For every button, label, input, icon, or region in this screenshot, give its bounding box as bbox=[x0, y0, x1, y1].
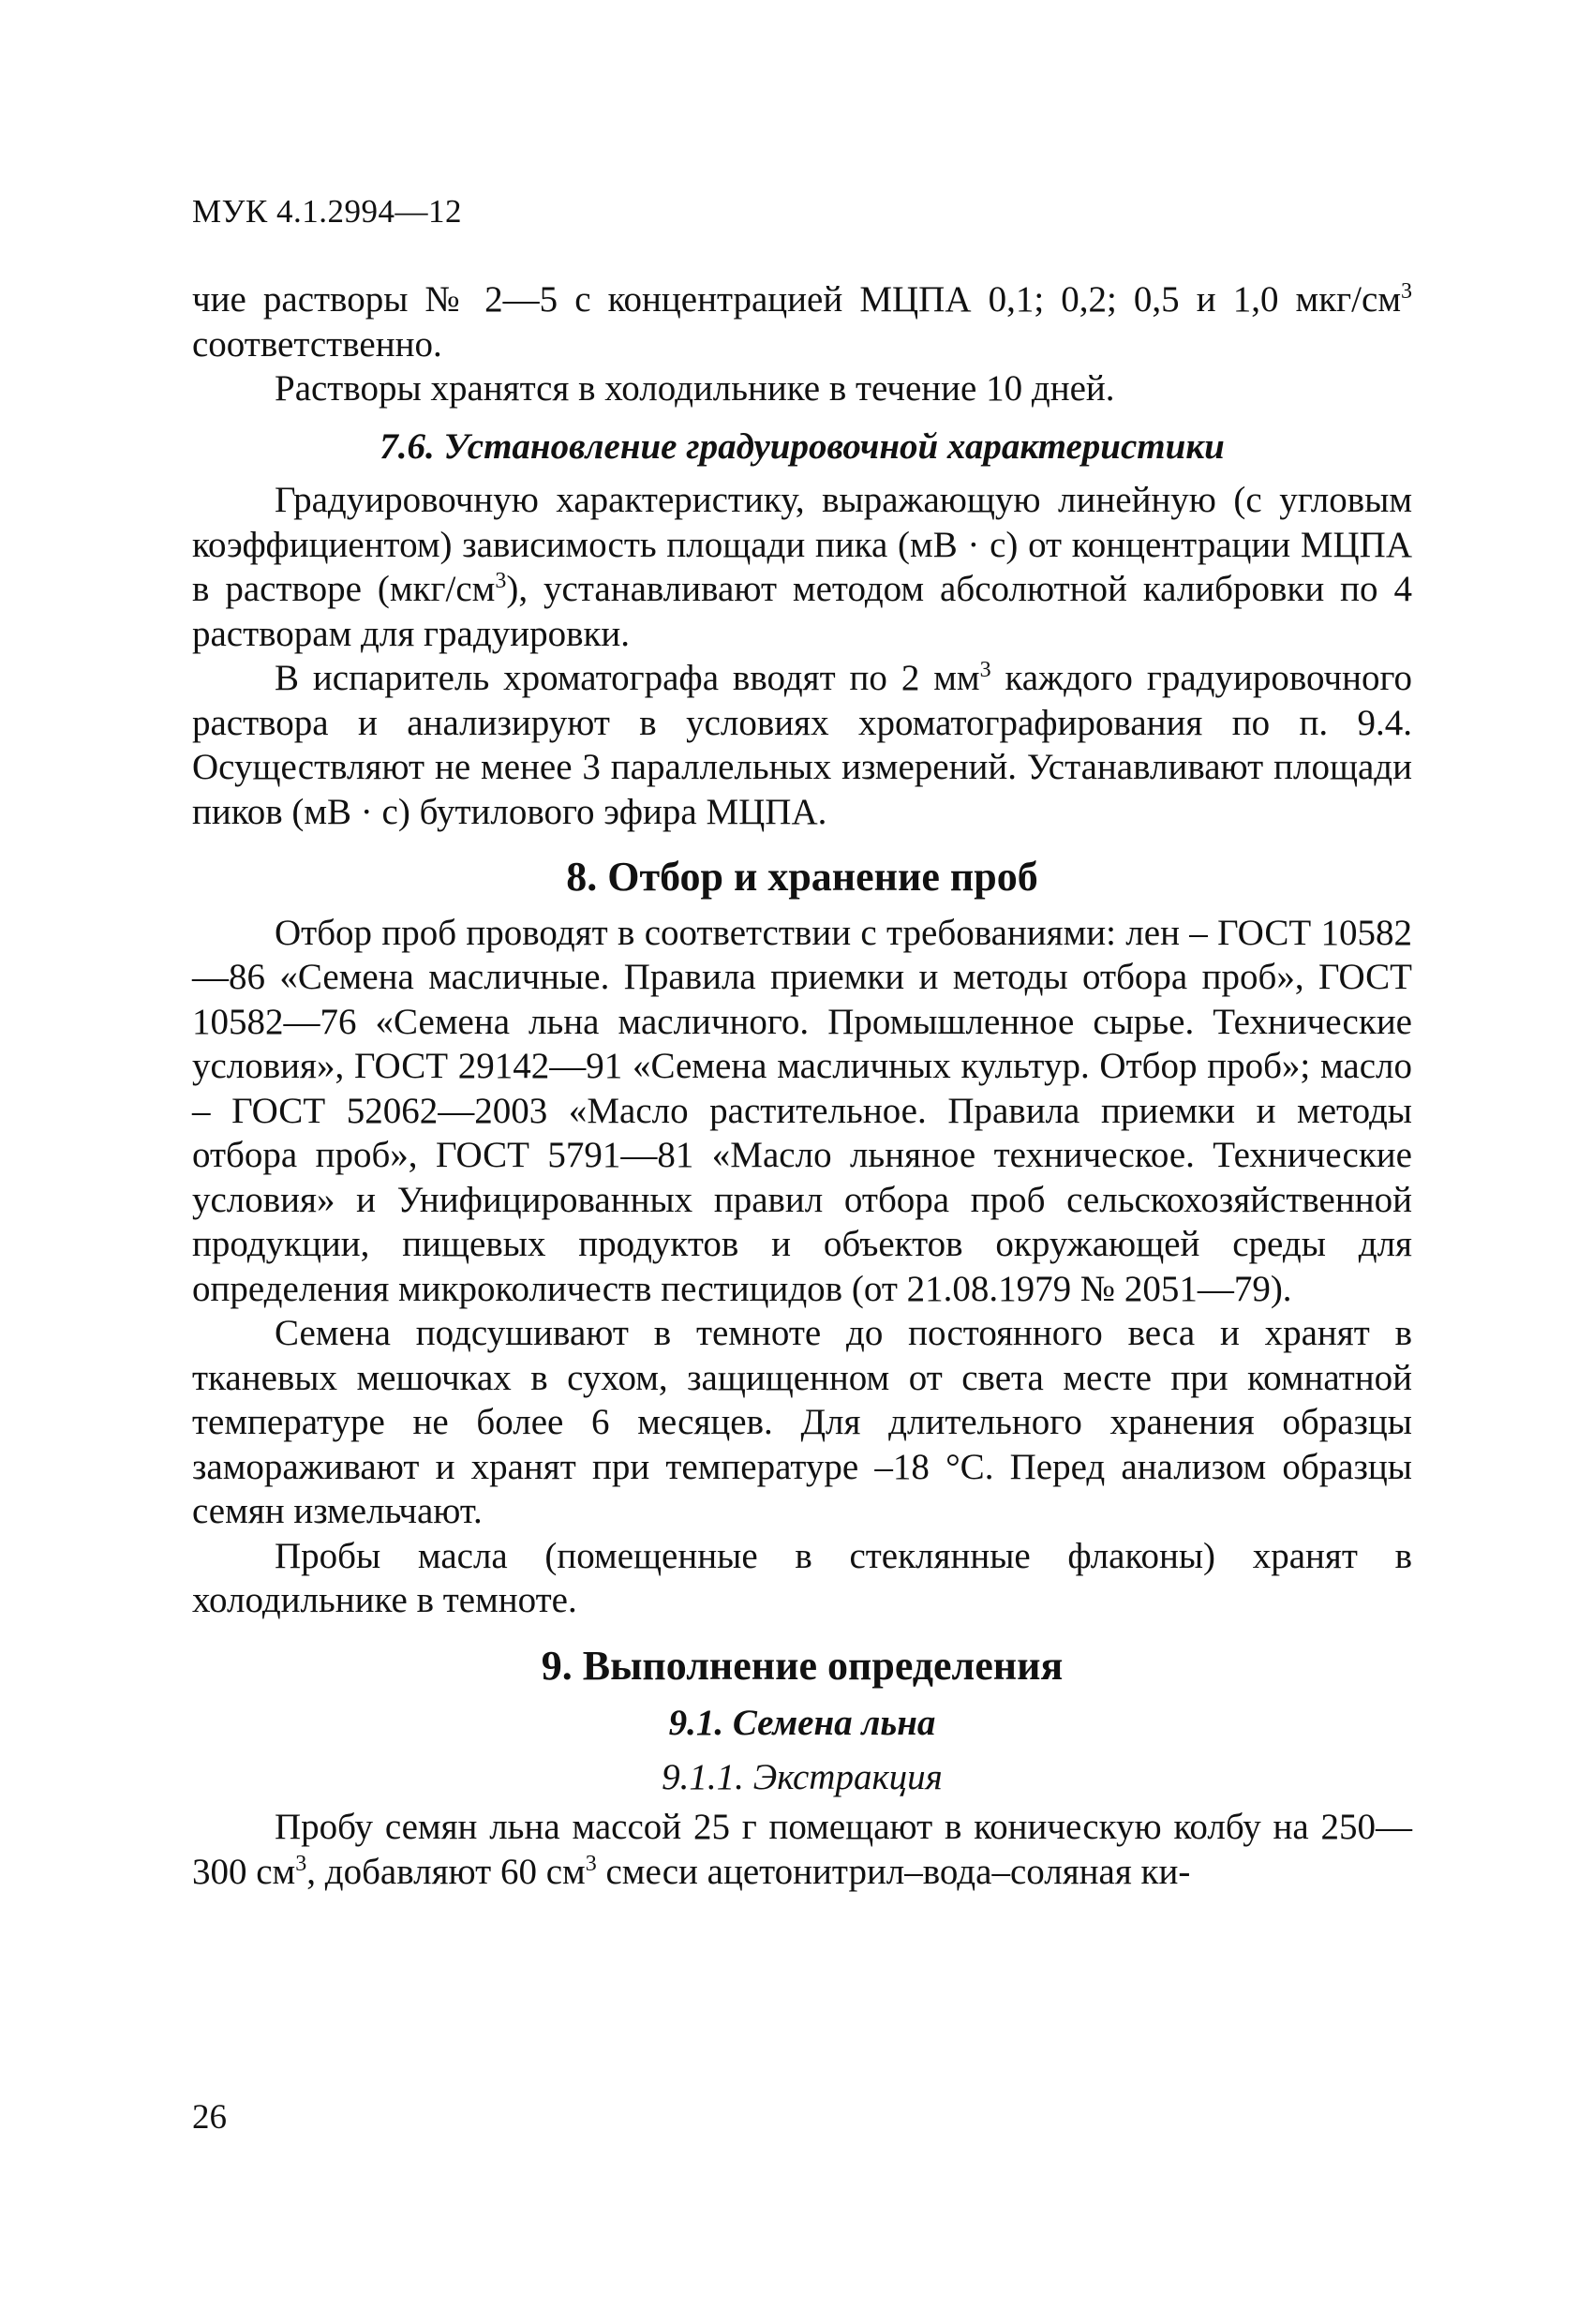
paragraph-text: чие растворы № 2—5 с концентрацией МЦПА 0,1; 0,2; 0,5 и 1,0 мкг/см bbox=[192, 279, 1401, 320]
paragraph-text: В испаритель хроматографа вводят по 2 мм bbox=[275, 658, 980, 698]
paragraph-extraction bbox=[192, 1805, 1412, 1894]
paragraph-text: Пробу семян льна массой 25 г помещают в коническую колбу на 250—300 см bbox=[192, 1807, 1412, 1892]
section-9-1-title: 9.1. Семена льна bbox=[668, 1703, 936, 1743]
superscript: 3 bbox=[979, 658, 991, 682]
paragraph-text: , добавляют 60 см bbox=[306, 1851, 586, 1892]
superscript: 3 bbox=[585, 1851, 597, 1876]
paragraph-text: соответственно. bbox=[192, 323, 442, 365]
superscript: 3 bbox=[495, 569, 507, 593]
paragraph-injection bbox=[192, 656, 1412, 834]
section-8-title: 8. Отбор и хранение проб bbox=[566, 854, 1038, 900]
superscript: 3 bbox=[295, 1851, 307, 1876]
page-content bbox=[192, 277, 1412, 1894]
paragraph-sampling: Отбор проб проводят в соответствии с требованиями: лен – ГОСТ 10582—86 «Семена масличные. Правила приемки и методы отбора проб», ГОСТ 10582—76 «Семена льна масличного. Промышленное сырье. Технические условия», ГОСТ 29142—91 «Семена масличных культур. Отбор проб»; масло – ГОСТ 52062—2003 «Масло растительное. Правила приемки и методы отбора проб», ГОСТ 5791—81 «Масло льняное техническое. Технические условия» и Унифицированных правил отбора проб сельскохозяйственной продукции, пищевых продуктов и объектов окружающей среды для определения микроколичеств пестицидов (от 21.08.1979 № 2051—79). bbox=[192, 912, 1412, 1309]
document-code-header: МУК 4.1.2994—12 bbox=[192, 193, 462, 230]
section-9-title: 9. Выполнение определения bbox=[541, 1642, 1064, 1689]
paragraph-calibration bbox=[192, 478, 1412, 656]
paragraph-solutions bbox=[192, 277, 1412, 366]
paragraph-storage: Растворы хранятся в холодильнике в течение 10 дней. bbox=[275, 368, 1115, 409]
paragraph-oil-storage: Пробы масла (помещенные в стеклянные флаконы) хранят в холодильнике в темноте. bbox=[192, 1535, 1412, 1620]
paragraph-text: каждого градуировочного раствора и анализируют в условиях хроматографирования по п. 9.4. Осуществляют не менее 3 параллельных измерений. Устанавливают площади пиков (мВ · с) бутилового эфира МЦПА. bbox=[192, 658, 1412, 832]
superscript: 3 bbox=[1401, 279, 1412, 304]
page-number: 26 bbox=[192, 2098, 227, 2137]
paragraph-text: Градуировочную характеристику, выражающую линейную (с угловым коэффициентом) зависимость площади пика (мВ · с) от концентрации МЦПА в растворе (мкг/см bbox=[192, 480, 1412, 609]
paragraph-text: ), устанавливают методом абсолютной калибровки по 4 растворам для градуировки. bbox=[192, 569, 1412, 654]
section-9-1-1-title: 9.1.1. Экстракция bbox=[662, 1756, 943, 1797]
section-7-6-title: 7.6. Установление градуировочной характеристики bbox=[380, 425, 1225, 467]
paragraph-text: смеси ацетонитрил–вода–соляная ки- bbox=[596, 1851, 1191, 1892]
paragraph-seed-storage: Семена подсушивают в темноте до постоянного веса и хранят в тканевых мешочках в сухом, защищенном от света месте при комнатной температуре не более 6 месяцев. Для длительного хранения образцы замораживают и хранят при температуре –18 °С. Перед анализом образцы семян измельчают. bbox=[192, 1313, 1412, 1531]
